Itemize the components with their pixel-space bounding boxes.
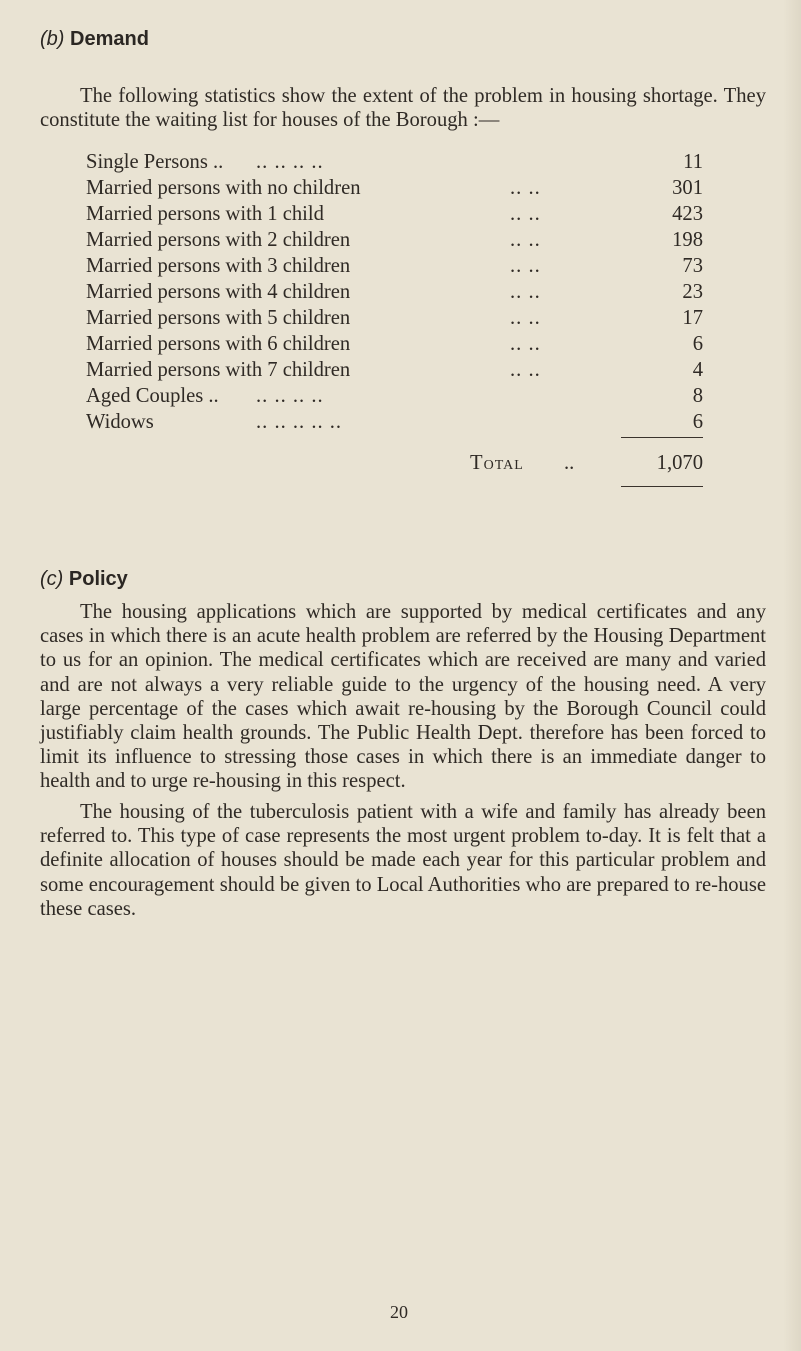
total-row [86, 450, 703, 476]
row-value: 8 [692, 385, 703, 407]
row-leader-dots: .. .. [510, 255, 541, 277]
policy-paragraph-1: The housing applications which are supported by medical certificates and any cases in which there is an acute health problem are referred by the Housing Department to us for an opinion. The medical certificates which are received are many and varied and are not always a very reliable guide to the urgency of the housing need. A very large percentage of the cases which await re-housing by the Borough Council could justifiably claim health grounds. The Public Health Dept. therefore has been forced to limit its influence to stressing those cases in which there is an immediate danger to health and to urge re-housing in this respect. [40, 601, 766, 793]
row-value: 6 [692, 411, 703, 433]
row-label: Married persons with 6 children [86, 333, 351, 355]
total-rule-bottom [621, 486, 703, 487]
row-value: 423 [672, 203, 703, 225]
policy-title: Policy [68, 568, 128, 590]
row-leader-dots: .. .. .. .. [256, 385, 324, 407]
row-leader-dots: .. .. .. .. [256, 151, 324, 173]
demand-heading [40, 28, 149, 51]
page-edge-shadow [783, 0, 801, 1351]
table-row [86, 357, 703, 383]
table-row [86, 227, 703, 253]
table-row [86, 201, 703, 227]
demand-label: (b) [40, 28, 65, 50]
row-leader-dots: .. .. [510, 359, 541, 381]
row-value: 4 [692, 359, 703, 381]
row-label: Married persons with 1 child [86, 203, 324, 225]
total-rule-top [621, 437, 703, 438]
table-row [86, 305, 703, 331]
row-label: Married persons with 7 children [86, 359, 351, 381]
row-value: 23 [682, 281, 703, 303]
row-value: 11 [683, 151, 703, 173]
page-number: 20 [390, 1302, 408, 1322]
row-leader-dots: .. .. [510, 333, 541, 355]
table-row [86, 409, 703, 435]
row-value: 73 [682, 255, 703, 277]
total-leader-dots: .. [564, 452, 575, 474]
table-row [86, 383, 703, 409]
row-label: Married persons with 3 children [86, 255, 351, 277]
row-label: Aged Couples .. [86, 385, 219, 407]
table-row [86, 331, 703, 357]
table-row [86, 149, 703, 175]
row-leader-dots: .. .. [510, 229, 541, 251]
row-label: Widows [86, 411, 154, 433]
demand-intro: The following statistics show the extent of the problem in housing shortage. They constitute the waiting list for houses of the Borough :— [40, 85, 766, 132]
row-leader-dots: .. .. [510, 203, 541, 225]
total-label: Total [470, 452, 524, 474]
demand-title: Demand [70, 28, 149, 50]
row-label: Married persons with 4 children [86, 281, 351, 303]
policy-label: (c) [40, 568, 64, 590]
row-leader-dots: .. .. .. .. .. [256, 411, 343, 433]
row-value: 198 [672, 229, 703, 251]
table-row [86, 175, 703, 201]
row-label: Married persons with no children [86, 177, 361, 199]
row-label: Married persons with 5 children [86, 307, 351, 329]
row-leader-dots: .. .. [510, 281, 541, 303]
total-value: 1,070 [656, 452, 703, 474]
row-label: Married persons with 2 children [86, 229, 351, 251]
row-leader-dots: .. .. [510, 177, 541, 199]
row-label: Single Persons .. [86, 151, 224, 173]
row-value: 17 [682, 307, 703, 329]
row-leader-dots: .. .. [510, 307, 541, 329]
policy-paragraph-2: The housing of the tuberculosis patient with a wife and family has already been referred to. This type of case represents the most urgent problem to-day. It is felt that a definite allocation of houses should be made each year for this particular problem and some encouragement should be given to Local Authorities who are prepared to re-house these cases. [40, 801, 766, 920]
table-row [86, 279, 703, 305]
row-value: 6 [692, 333, 703, 355]
row-value: 301 [672, 177, 703, 199]
policy-heading [40, 568, 128, 591]
table-row [86, 253, 703, 279]
